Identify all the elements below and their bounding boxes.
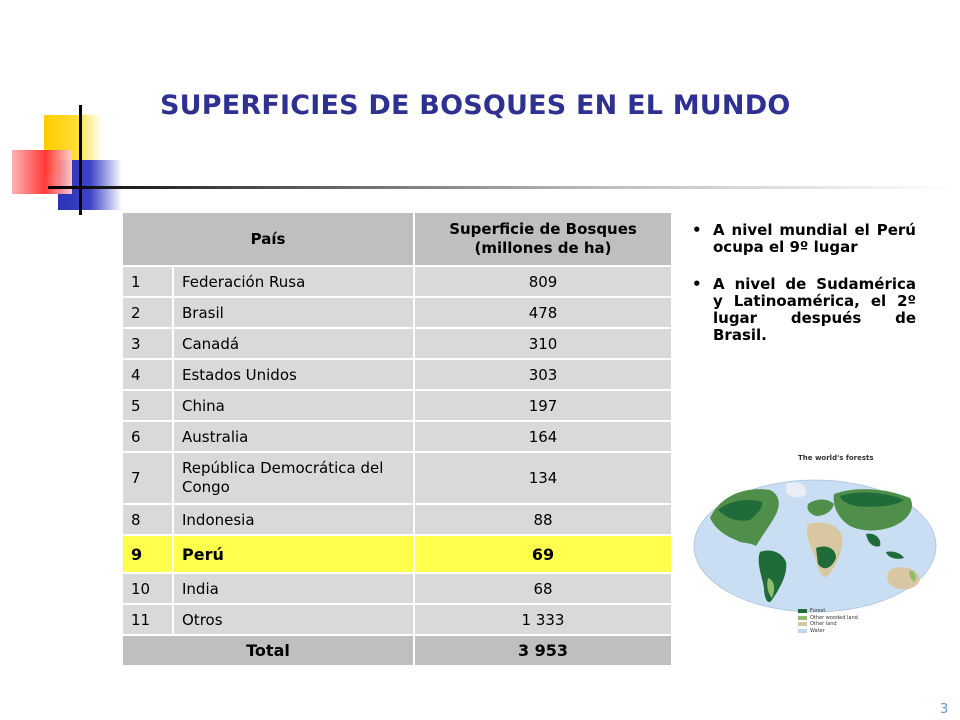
area-cell: 88 (414, 504, 672, 535)
rank-cell: 10 (122, 573, 173, 604)
country-cell: Otros (173, 604, 414, 635)
bullet-dot-icon: • (692, 221, 702, 239)
rank-cell: 6 (122, 421, 173, 452)
area-cell: 478 (414, 297, 672, 328)
legend-label: Other land (810, 621, 837, 628)
rank-cell: 11 (122, 604, 173, 635)
country-cell: China (173, 390, 414, 421)
header-country: País (122, 212, 414, 266)
rank-cell: 2 (122, 297, 173, 328)
total-label: Total (122, 635, 414, 666)
rank-cell: 4 (122, 359, 173, 390)
country-cell: Indonesia (173, 504, 414, 535)
table-row (122, 421, 672, 452)
total-row (122, 635, 672, 666)
table-row (122, 573, 672, 604)
map-title: The world's forests (798, 454, 874, 462)
area-cell: 809 (414, 266, 672, 297)
vertical-rule (79, 105, 82, 215)
bullet-dot-icon: • (692, 275, 702, 293)
table-header-row (122, 212, 672, 266)
country-cell: República Democrática del Congo (173, 452, 414, 504)
table-row (122, 504, 672, 535)
total-value: 3 953 (414, 635, 672, 666)
table-row (122, 452, 672, 504)
rank-cell: 9 (122, 535, 173, 573)
area-cell: 303 (414, 359, 672, 390)
table-row (122, 390, 672, 421)
forest-area-table (121, 211, 673, 667)
country-cell: Canadá (173, 328, 414, 359)
legend-swatch (798, 622, 807, 626)
bullet-item (690, 276, 916, 344)
area-cell: 164 (414, 421, 672, 452)
page-number: 3 (940, 702, 949, 717)
highlighted-row-peru (122, 535, 672, 573)
legend-swatch (798, 616, 807, 620)
table-row (122, 266, 672, 297)
blue-square-decoration (58, 160, 122, 210)
legend-label: Other wooded land (810, 614, 858, 621)
slide-title: SUPERFICIES DE BOSQUES EN EL MUNDO (160, 90, 791, 121)
country-cell: Brasil (173, 297, 414, 328)
country-cell: Perú (173, 535, 414, 573)
country-cell: Federación Rusa (173, 266, 414, 297)
legend-swatch (798, 629, 807, 633)
header-forest-area: Superficie de Bosques (millones de ha) (414, 212, 672, 266)
country-cell: Australia (173, 421, 414, 452)
rank-cell: 8 (122, 504, 173, 535)
country-cell: India (173, 573, 414, 604)
area-cell: 197 (414, 390, 672, 421)
area-cell: 134 (414, 452, 672, 504)
legend-item (798, 628, 858, 635)
legend-label: Forest (810, 608, 826, 615)
map-legend (798, 608, 858, 634)
table-row (122, 604, 672, 635)
legend-label: Water (810, 627, 825, 634)
bullet-text: A nivel mundial el Perú ocupa el 9º lugar (713, 221, 916, 256)
area-cell: 69 (414, 535, 672, 573)
bullet-item (690, 222, 916, 256)
table-row (122, 359, 672, 390)
area-cell: 310 (414, 328, 672, 359)
rank-cell: 5 (122, 390, 173, 421)
area-cell: 68 (414, 573, 672, 604)
table-row (122, 297, 672, 328)
table-row (122, 328, 672, 359)
legend-swatch (798, 609, 807, 613)
area-cell: 1 333 (414, 604, 672, 635)
rank-cell: 1 (122, 266, 173, 297)
country-cell: Estados Unidos (173, 359, 414, 390)
yellow-square-decoration (44, 115, 102, 173)
rank-cell: 7 (122, 452, 173, 504)
key-points-list (690, 222, 916, 364)
red-square-decoration (12, 150, 72, 194)
horizontal-rule (48, 186, 958, 189)
bullet-text: A nivel de Sudamérica y Latinoamérica, el 2º lugar después de Brasil. (713, 275, 916, 344)
rank-cell: 3 (122, 328, 173, 359)
